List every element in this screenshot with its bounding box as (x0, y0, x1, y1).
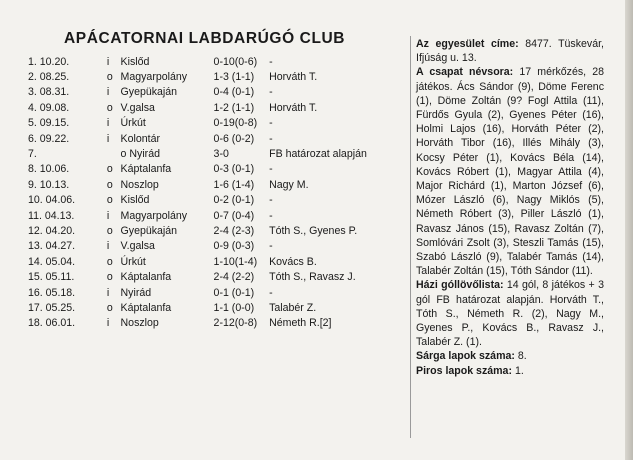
score: 2-4 (2-3) (213, 224, 255, 237)
match-row (28, 100, 398, 115)
opponent: Magyarpolány (120, 71, 188, 84)
score: 0-9 (0-3) (213, 240, 255, 253)
opponent: Gyepükaján (120, 86, 178, 99)
roster-paragraph (416, 65, 604, 278)
scorers: Tóth S., Ravasz J. (269, 271, 356, 284)
opponent: Noszlop (120, 178, 159, 191)
opponent: Káptalanfa (120, 301, 172, 314)
opponent: o Nyirád (120, 148, 160, 161)
scorers: FB határozat alapján (269, 148, 367, 161)
venue: i (106, 209, 110, 222)
match-number: 15. 05.11. (28, 271, 75, 284)
match-number: 2. 08.25. (28, 71, 70, 84)
red-cards-value: 1. (514, 364, 524, 377)
opponent: Kolontár (120, 132, 160, 145)
scorers: - (269, 55, 273, 68)
venue: o (106, 178, 113, 191)
venue: o (106, 194, 113, 207)
match-row (28, 131, 398, 146)
opponent: Káptalanfa (120, 271, 172, 284)
venue: o (106, 224, 113, 237)
scorers: - (269, 86, 273, 99)
match-number: 11. 04.13. (28, 209, 75, 222)
page-edge (625, 0, 633, 460)
match-number: 5. 09.15. (28, 117, 70, 130)
match-row (28, 285, 398, 300)
match-number: 12. 04.20. (28, 224, 76, 237)
score: 0-4 (0-1) (213, 86, 255, 99)
scorers: Horváth T. (269, 71, 318, 84)
scorers: Kovács B. (269, 255, 317, 268)
score: 0-7 (0-4) (213, 209, 255, 222)
score: 0-3 (0-1) (213, 163, 255, 176)
address-label: Az egyesület címe: (416, 38, 519, 50)
address-value: 8477. Tüskevár, Ifjúság u. 13. (416, 38, 604, 65)
score: 2-4 (2-2) (213, 271, 255, 284)
scorers-paragraph (416, 278, 604, 349)
opponent: Noszlop (120, 317, 159, 330)
opponent: Kislőd (120, 194, 150, 207)
match-row (28, 193, 398, 208)
scorers: - (269, 286, 273, 299)
red-cards-paragraph (416, 364, 604, 378)
results-section (28, 30, 398, 331)
scorers: - (269, 194, 273, 207)
score: 2-12(0-8) (213, 317, 258, 330)
red-cards-label: Piros lapok száma: (416, 364, 512, 377)
club-title: APÁCATORNAI LABDARÚGÓ CLUB (64, 30, 346, 47)
opponent: V.galsa (120, 101, 155, 114)
score: 0-10(0-6) (213, 55, 258, 68)
scorers-label: Házi góllövőlista: (416, 279, 504, 292)
results-table (28, 54, 398, 331)
yellow-cards-paragraph (416, 349, 604, 363)
match-row (28, 316, 398, 331)
venue: i (106, 286, 110, 299)
match-row (28, 69, 398, 84)
venue (107, 146, 121, 161)
scorers: Nagy M. (269, 178, 309, 191)
opponent: Gyepükaján (120, 224, 178, 237)
match-row (28, 162, 398, 177)
match-row (28, 300, 398, 315)
scorers: Tóth S., Gyenes P. (269, 224, 358, 237)
match-row (28, 177, 398, 192)
venue: o (106, 163, 113, 176)
venue: i (106, 117, 110, 130)
scorers: - (269, 132, 273, 145)
roster-text: Ács Sándor (9), Döme Ferenc (1), Döme Zoltán (9? Fogl Attila (11), Fürdős Gyula (2), Gyenes Péter (16), Holmi Lajos (16), Horváth Péter (2), Horváth Tibor (16), Illés Mihály (3), Kocsy Péter (1), Kovács Béla (14), Kovács Róbert (1), Magyar Attila (4), Major Richárd (1), Marton József (6), Mózer László (6), Nagy Miklós (5), Németh Róbert (3), Piller László (1), Ravasz János (15), Ravasz Zoltán (7), Somlóvári Zsolt (3), Steszli Tamás (15), Szabó László (9), Talabér Tamás (14), Talabér Zoltán (15), Tóth Sándor (11). (416, 80, 604, 278)
score: 1-1 (0-0) (213, 301, 255, 314)
opponent: V.galsa (120, 240, 155, 253)
opponent: Kislőd (120, 55, 150, 68)
match-row (28, 85, 398, 100)
venue: o (106, 271, 113, 284)
venue: i (106, 132, 110, 145)
match-row (28, 146, 398, 161)
yellow-cards-value: 8. (517, 350, 527, 363)
venue: i (106, 240, 110, 253)
match-row (28, 223, 398, 238)
match-number: 9. 10.13. (28, 178, 70, 191)
match-number: 17. 05.25. (28, 301, 76, 314)
match-number: 6. 09.22. (28, 132, 70, 145)
match-row (28, 208, 398, 223)
venue: i (106, 317, 110, 330)
column-divider (410, 36, 411, 438)
yellow-cards-label: Sárga lapok száma: (416, 350, 515, 363)
scorers: - (269, 240, 273, 253)
club-info (416, 37, 604, 378)
match-number: 10. 04.06. (28, 194, 76, 207)
scorers: - (269, 163, 273, 176)
roster-label: A csapat névsora: (416, 66, 514, 79)
opponent: Nyirád (120, 286, 152, 299)
venue: i (106, 55, 110, 68)
opponent: Káptalanfa (120, 163, 172, 176)
roster-value: 17 mérkőzés, 28 játékos. (416, 66, 604, 93)
scorers: - (269, 117, 273, 130)
scorers: Horváth T. (269, 101, 318, 114)
scorers: Talabér Z. (269, 301, 317, 314)
scorers-value: 14 gól, 8 játékos + 3 gól FB határozat alapján. Horváth T., Tóth S., Németh R. (2), Nagy M., Gyenes P., Kovács B., Ravasz J., Talabér Z. (1). (416, 279, 604, 349)
match-number: 13. 04.27. (28, 240, 76, 253)
match-number: 7. (28, 148, 37, 161)
address-paragraph (416, 37, 604, 65)
match-number: 1. 10.20. (28, 55, 70, 68)
scorers: - (269, 209, 273, 222)
score: 1-3 (1-1) (213, 71, 255, 84)
score: 0-2 (0-1) (213, 194, 255, 207)
score: 1-6 (1-4) (213, 178, 255, 191)
score: 0-6 (0-2) (213, 132, 255, 145)
score: 0-1 (0-1) (213, 286, 255, 299)
match-number: 14. 05.04. (28, 255, 76, 268)
opponent: Magyarpolány (120, 209, 188, 222)
match-row (28, 116, 398, 131)
match-row (28, 239, 398, 254)
score: 1-2 (1-1) (213, 101, 255, 114)
match-number: 4. 09.08. (28, 101, 70, 114)
venue: o (106, 71, 113, 84)
venue: i (106, 86, 110, 99)
match-number: 16. 05.18. (28, 286, 76, 299)
opponent: Úrkút (120, 255, 146, 268)
match-number: 8. 10.06. (28, 163, 70, 176)
match-row (28, 269, 398, 284)
match-number: 18. 06.01. (28, 317, 76, 330)
venue: o (106, 101, 113, 114)
match-row (28, 54, 398, 69)
opponent: Úrkút (120, 117, 146, 130)
venue: o (106, 301, 113, 314)
scorers: Németh R.[2] (269, 317, 332, 330)
match-number: 3. 08.31. (28, 86, 70, 99)
score: 1-10(1-4) (213, 255, 258, 268)
score: 0-19(0-8) (213, 117, 258, 130)
score: 3-0 (213, 148, 229, 161)
venue: o (106, 255, 113, 268)
match-row (28, 254, 398, 269)
